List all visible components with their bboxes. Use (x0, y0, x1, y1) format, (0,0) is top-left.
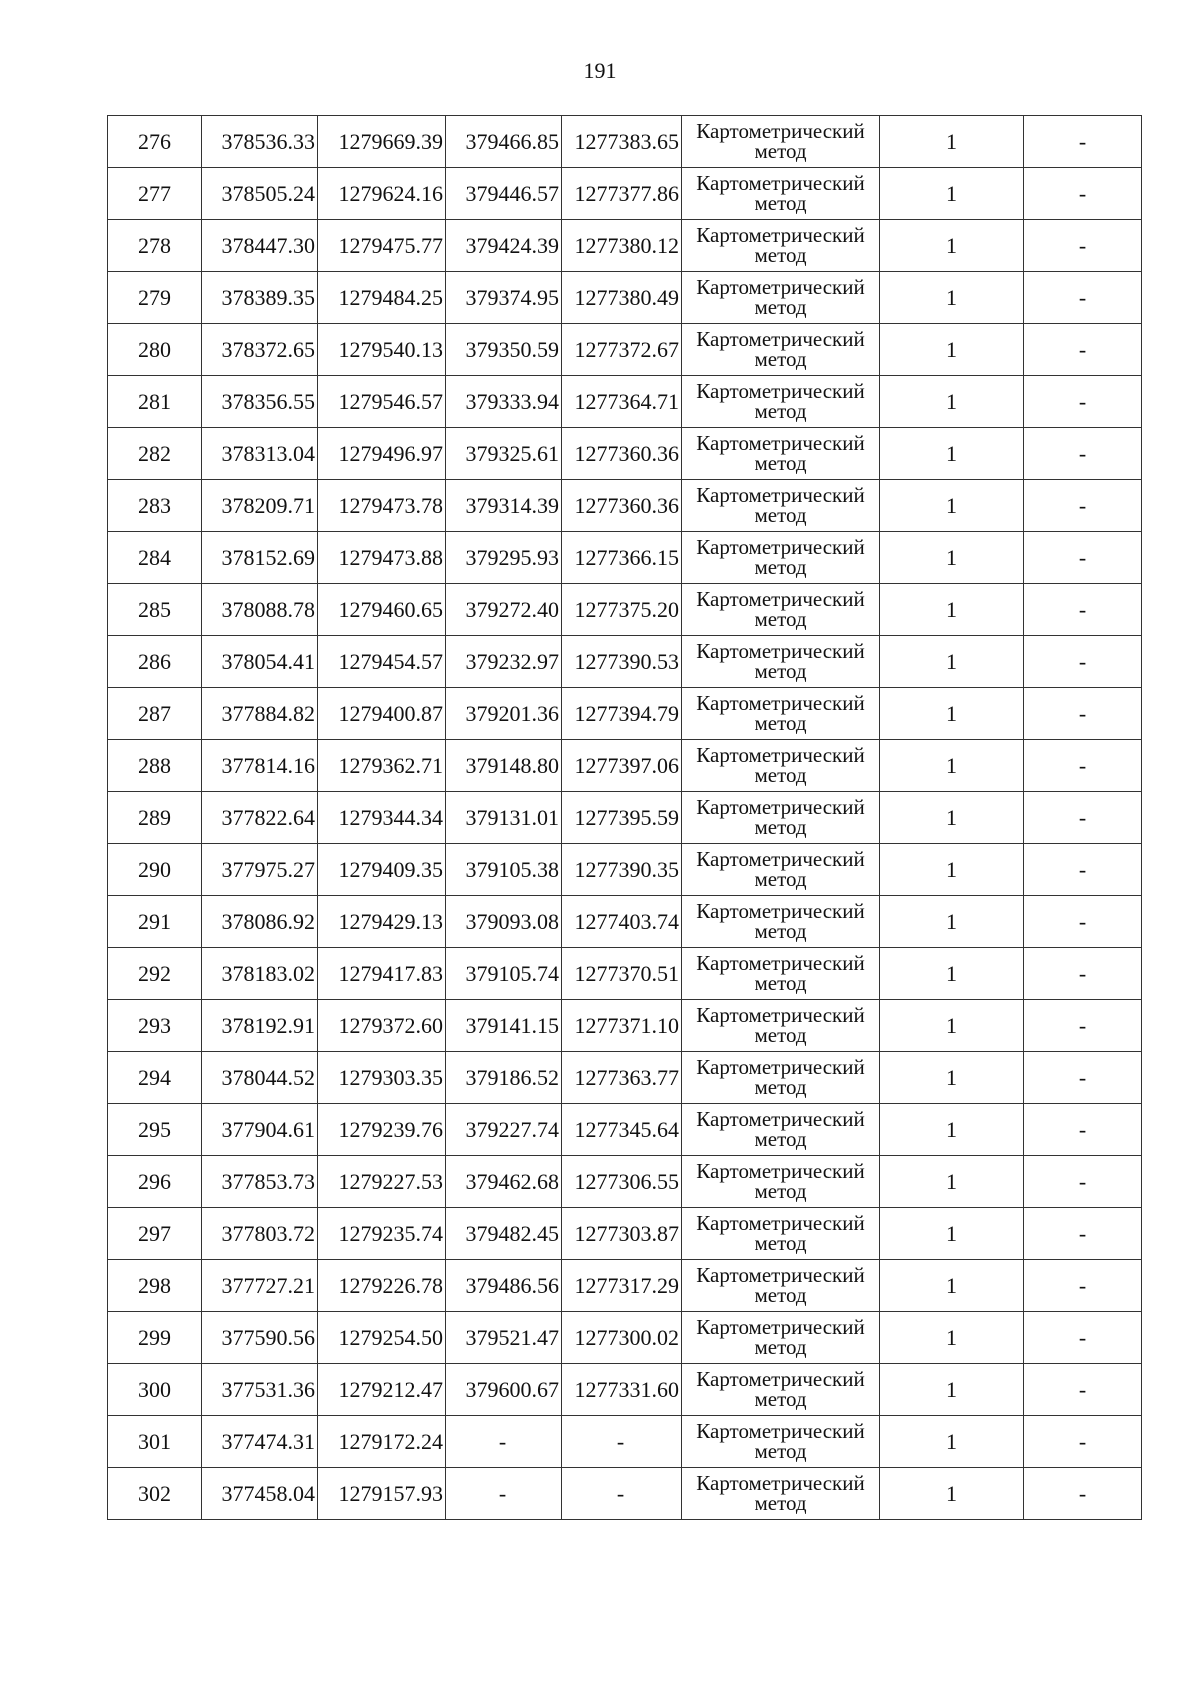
method-line-2: метод (754, 1230, 807, 1255)
x1-cell: 378356.55 (202, 376, 318, 428)
accuracy-cell: 1 (880, 168, 1024, 220)
x1-cell: 377853.73 (202, 1156, 318, 1208)
y1-cell: 1279496.97 (318, 428, 446, 480)
x2-cell: 379201.36 (446, 688, 562, 740)
method-line-1: Картометрический (696, 118, 865, 143)
accuracy-cell: 1 (880, 480, 1024, 532)
y2-cell: 1277303.87 (562, 1208, 682, 1260)
table-row (108, 584, 1142, 636)
method-cell (682, 740, 880, 792)
point-number-cell: 286 (108, 636, 202, 688)
table-row (108, 792, 1142, 844)
table-row (108, 1312, 1142, 1364)
method-cell (682, 792, 880, 844)
method-line-1: Картометрический (696, 898, 865, 923)
x2-cell: 379374.95 (446, 272, 562, 324)
point-number-cell: 292 (108, 948, 202, 1000)
point-number-cell: 281 (108, 376, 202, 428)
point-number-cell: 293 (108, 1000, 202, 1052)
method-line-2: метод (754, 970, 807, 995)
x1-cell: 378389.35 (202, 272, 318, 324)
x1-cell: 377884.82 (202, 688, 318, 740)
accuracy-cell: 1 (880, 1364, 1024, 1416)
extra-cell: - (1024, 636, 1142, 688)
y2-cell: 1277377.86 (562, 168, 682, 220)
y2-cell: 1277364.71 (562, 376, 682, 428)
method-line-2: метод (754, 242, 807, 267)
y2-cell: 1277394.79 (562, 688, 682, 740)
method-cell (682, 1000, 880, 1052)
x2-cell: 379466.85 (446, 116, 562, 168)
extra-cell: - (1024, 220, 1142, 272)
method-cell (682, 584, 880, 636)
y2-cell: 1277360.36 (562, 480, 682, 532)
extra-cell: - (1024, 896, 1142, 948)
y1-cell: 1279669.39 (318, 116, 446, 168)
extra-cell: - (1024, 272, 1142, 324)
method-line-1: Картометрический (696, 1470, 865, 1495)
table-row (108, 220, 1142, 272)
y1-cell: 1279473.88 (318, 532, 446, 584)
y2-cell: 1277390.53 (562, 636, 682, 688)
extra-cell: - (1024, 1260, 1142, 1312)
y2-cell: 1277371.10 (562, 1000, 682, 1052)
accuracy-cell: 1 (880, 1468, 1024, 1520)
point-number-cell: 280 (108, 324, 202, 376)
y1-cell: 1279417.83 (318, 948, 446, 1000)
method-cell (682, 1156, 880, 1208)
extra-cell: - (1024, 116, 1142, 168)
accuracy-cell: 1 (880, 376, 1024, 428)
extra-cell: - (1024, 168, 1142, 220)
extra-cell: - (1024, 740, 1142, 792)
table-row (108, 1208, 1142, 1260)
method-cell (682, 1208, 880, 1260)
extra-cell: - (1024, 948, 1142, 1000)
accuracy-cell: 1 (880, 740, 1024, 792)
y1-cell: 1279484.25 (318, 272, 446, 324)
point-number-cell: 282 (108, 428, 202, 480)
extra-cell: - (1024, 1364, 1142, 1416)
x2-cell: 379093.08 (446, 896, 562, 948)
method-line-2: метод (754, 814, 807, 839)
method-line-2: метод (754, 190, 807, 215)
extra-cell: - (1024, 1312, 1142, 1364)
extra-cell: - (1024, 480, 1142, 532)
x2-cell: 379227.74 (446, 1104, 562, 1156)
method-line-1: Картометрический (696, 1418, 865, 1443)
y2-cell: 1277403.74 (562, 896, 682, 948)
y1-cell: 1279254.50 (318, 1312, 446, 1364)
y1-cell: 1279540.13 (318, 324, 446, 376)
method-line-2: метод (754, 1074, 807, 1099)
x1-cell: 377727.21 (202, 1260, 318, 1312)
table-row (108, 532, 1142, 584)
method-line-1: Картометрический (696, 378, 865, 403)
accuracy-cell: 1 (880, 584, 1024, 636)
y1-cell: 1279362.71 (318, 740, 446, 792)
x1-cell: 378192.91 (202, 1000, 318, 1052)
y2-cell: 1277397.06 (562, 740, 682, 792)
x2-cell: 379446.57 (446, 168, 562, 220)
table-row (108, 1260, 1142, 1312)
x1-cell: 378088.78 (202, 584, 318, 636)
table-row (108, 1416, 1142, 1468)
x1-cell: 377822.64 (202, 792, 318, 844)
method-line-1: Картометрический (696, 586, 865, 611)
y1-cell: 1279546.57 (318, 376, 446, 428)
method-line-1: Картометрический (696, 1314, 865, 1339)
coordinates-table (107, 115, 1142, 1520)
y2-cell: - (562, 1468, 682, 1520)
method-cell (682, 1104, 880, 1156)
accuracy-cell: 1 (880, 1000, 1024, 1052)
method-line-1: Картометрический (696, 1054, 865, 1079)
point-number-cell: 295 (108, 1104, 202, 1156)
point-number-cell: 298 (108, 1260, 202, 1312)
x2-cell: 379486.56 (446, 1260, 562, 1312)
x2-cell: 379462.68 (446, 1156, 562, 1208)
x2-cell: 379600.67 (446, 1364, 562, 1416)
x1-cell: 377531.36 (202, 1364, 318, 1416)
table-row (108, 168, 1142, 220)
y2-cell: 1277395.59 (562, 792, 682, 844)
accuracy-cell: 1 (880, 220, 1024, 272)
page-number: 191 (583, 58, 617, 83)
x1-cell: 378183.02 (202, 948, 318, 1000)
method-line-1: Картометрический (696, 482, 865, 507)
accuracy-cell: 1 (880, 1104, 1024, 1156)
method-line-2: метод (754, 450, 807, 475)
x1-cell: 377803.72 (202, 1208, 318, 1260)
table-row (108, 272, 1142, 324)
accuracy-cell: 1 (880, 116, 1024, 168)
method-line-2: метод (754, 1126, 807, 1151)
y2-cell: 1277363.77 (562, 1052, 682, 1104)
x2-cell: 379295.93 (446, 532, 562, 584)
y1-cell: 1279429.13 (318, 896, 446, 948)
method-line-1: Картометрический (696, 950, 865, 975)
table-row (108, 116, 1142, 168)
x1-cell: 377474.31 (202, 1416, 318, 1468)
method-cell (682, 168, 880, 220)
method-cell (682, 376, 880, 428)
method-cell (682, 688, 880, 740)
y1-cell: 1279227.53 (318, 1156, 446, 1208)
method-cell (682, 636, 880, 688)
extra-cell: - (1024, 1468, 1142, 1520)
method-line-2: метод (754, 710, 807, 735)
method-cell (682, 428, 880, 480)
table-row (108, 1364, 1142, 1416)
method-line-2: метод (754, 606, 807, 631)
method-cell (682, 480, 880, 532)
point-number-cell: 278 (108, 220, 202, 272)
x1-cell: 378536.33 (202, 116, 318, 168)
y2-cell: 1277306.55 (562, 1156, 682, 1208)
y1-cell: 1279460.65 (318, 584, 446, 636)
point-number-cell: 284 (108, 532, 202, 584)
table-row (108, 480, 1142, 532)
extra-cell: - (1024, 1416, 1142, 1468)
x2-cell: 379482.45 (446, 1208, 562, 1260)
x2-cell: 379232.97 (446, 636, 562, 688)
method-cell (682, 844, 880, 896)
point-number-cell: 288 (108, 740, 202, 792)
point-number-cell: 287 (108, 688, 202, 740)
method-line-2: метод (754, 502, 807, 527)
y1-cell: 1279226.78 (318, 1260, 446, 1312)
point-number-cell: 277 (108, 168, 202, 220)
method-line-2: метод (754, 1282, 807, 1307)
extra-cell: - (1024, 1052, 1142, 1104)
accuracy-cell: 1 (880, 428, 1024, 480)
method-line-2: метод (754, 346, 807, 371)
method-line-2: метод (754, 918, 807, 943)
y1-cell: 1279454.57 (318, 636, 446, 688)
method-line-1: Картометрический (696, 1366, 865, 1391)
method-cell (682, 1260, 880, 1312)
table-row (108, 948, 1142, 1000)
method-line-1: Картометрический (696, 170, 865, 195)
x1-cell: 378313.04 (202, 428, 318, 480)
method-line-2: метод (754, 1490, 807, 1515)
x2-cell: 379105.38 (446, 844, 562, 896)
method-cell (682, 220, 880, 272)
method-cell (682, 948, 880, 1000)
x1-cell: 377590.56 (202, 1312, 318, 1364)
y2-cell: 1277300.02 (562, 1312, 682, 1364)
method-line-1: Картометрический (696, 742, 865, 767)
table-row (108, 428, 1142, 480)
table-row (108, 688, 1142, 740)
x1-cell: 377814.16 (202, 740, 318, 792)
point-number-cell: 291 (108, 896, 202, 948)
y1-cell: 1279409.35 (318, 844, 446, 896)
point-number-cell: 290 (108, 844, 202, 896)
table-row (108, 1468, 1142, 1520)
extra-cell: - (1024, 1156, 1142, 1208)
method-cell (682, 1364, 880, 1416)
point-number-cell: 294 (108, 1052, 202, 1104)
table-row (108, 1052, 1142, 1104)
accuracy-cell: 1 (880, 844, 1024, 896)
accuracy-cell: 1 (880, 688, 1024, 740)
accuracy-cell: 1 (880, 948, 1024, 1000)
y2-cell: 1277383.65 (562, 116, 682, 168)
x1-cell: 378152.69 (202, 532, 318, 584)
table-row (108, 636, 1142, 688)
x2-cell: 379272.40 (446, 584, 562, 636)
point-number-cell: 301 (108, 1416, 202, 1468)
table-row (108, 1156, 1142, 1208)
method-line-2: метод (754, 1022, 807, 1047)
x2-cell: - (446, 1416, 562, 1468)
method-cell (682, 532, 880, 584)
table-row (108, 1104, 1142, 1156)
extra-cell: - (1024, 1208, 1142, 1260)
extra-cell: - (1024, 324, 1142, 376)
y1-cell: 1279157.93 (318, 1468, 446, 1520)
method-line-2: метод (754, 658, 807, 683)
accuracy-cell: 1 (880, 636, 1024, 688)
x2-cell: 379424.39 (446, 220, 562, 272)
point-number-cell: 285 (108, 584, 202, 636)
accuracy-cell: 1 (880, 1416, 1024, 1468)
method-cell (682, 116, 880, 168)
method-line-1: Картометрический (696, 1002, 865, 1027)
table-row (108, 844, 1142, 896)
method-line-2: метод (754, 554, 807, 579)
extra-cell: - (1024, 688, 1142, 740)
y1-cell: 1279239.76 (318, 1104, 446, 1156)
x2-cell: 379141.15 (446, 1000, 562, 1052)
point-number-cell: 289 (108, 792, 202, 844)
method-cell (682, 1312, 880, 1364)
table-row (108, 1000, 1142, 1052)
y1-cell: 1279212.47 (318, 1364, 446, 1416)
table-row (108, 740, 1142, 792)
method-line-1: Картометрический (696, 1262, 865, 1287)
method-line-1: Картометрический (696, 794, 865, 819)
y2-cell: 1277370.51 (562, 948, 682, 1000)
method-line-1: Картометрический (696, 1106, 865, 1131)
point-number-cell: 283 (108, 480, 202, 532)
y2-cell: 1277390.35 (562, 844, 682, 896)
y1-cell: 1279344.34 (318, 792, 446, 844)
x2-cell: 379521.47 (446, 1312, 562, 1364)
extra-cell: - (1024, 584, 1142, 636)
x1-cell: 378044.52 (202, 1052, 318, 1104)
y2-cell: 1277380.12 (562, 220, 682, 272)
method-line-1: Картометрический (696, 274, 865, 299)
accuracy-cell: 1 (880, 324, 1024, 376)
accuracy-cell: 1 (880, 1260, 1024, 1312)
y2-cell: - (562, 1416, 682, 1468)
x2-cell: 379131.01 (446, 792, 562, 844)
x2-cell: 379350.59 (446, 324, 562, 376)
y1-cell: 1279172.24 (318, 1416, 446, 1468)
method-line-1: Картометрический (696, 1158, 865, 1183)
table-row (108, 896, 1142, 948)
accuracy-cell: 1 (880, 1208, 1024, 1260)
extra-cell: - (1024, 428, 1142, 480)
method-line-2: метод (754, 398, 807, 423)
method-line-2: метод (754, 1438, 807, 1463)
y2-cell: 1277375.20 (562, 584, 682, 636)
y2-cell: 1277331.60 (562, 1364, 682, 1416)
x1-cell: 378505.24 (202, 168, 318, 220)
y2-cell: 1277366.15 (562, 532, 682, 584)
x1-cell: 378209.71 (202, 480, 318, 532)
accuracy-cell: 1 (880, 896, 1024, 948)
method-line-1: Картометрический (696, 638, 865, 663)
method-line-2: метод (754, 866, 807, 891)
x1-cell: 378372.65 (202, 324, 318, 376)
y1-cell: 1279473.78 (318, 480, 446, 532)
y2-cell: 1277360.36 (562, 428, 682, 480)
table-row (108, 376, 1142, 428)
method-line-2: метод (754, 294, 807, 319)
accuracy-cell: 1 (880, 272, 1024, 324)
x2-cell: 379314.39 (446, 480, 562, 532)
method-line-1: Картометрический (696, 846, 865, 871)
accuracy-cell: 1 (880, 532, 1024, 584)
extra-cell: - (1024, 532, 1142, 584)
x1-cell: 377458.04 (202, 1468, 318, 1520)
method-cell (682, 1468, 880, 1520)
accuracy-cell: 1 (880, 1156, 1024, 1208)
x1-cell: 378447.30 (202, 220, 318, 272)
extra-cell: - (1024, 792, 1142, 844)
method-line-2: метод (754, 1386, 807, 1411)
x1-cell: 377904.61 (202, 1104, 318, 1156)
point-number-cell: 276 (108, 116, 202, 168)
method-line-1: Картометрический (696, 534, 865, 559)
x2-cell: - (446, 1468, 562, 1520)
y2-cell: 1277372.67 (562, 324, 682, 376)
extra-cell: - (1024, 1000, 1142, 1052)
method-cell (682, 272, 880, 324)
accuracy-cell: 1 (880, 1052, 1024, 1104)
y1-cell: 1279235.74 (318, 1208, 446, 1260)
point-number-cell: 296 (108, 1156, 202, 1208)
x1-cell: 378086.92 (202, 896, 318, 948)
method-line-2: метод (754, 762, 807, 787)
y2-cell: 1277317.29 (562, 1260, 682, 1312)
method-line-2: метод (754, 1334, 807, 1359)
method-cell (682, 896, 880, 948)
method-line-2: метод (754, 138, 807, 163)
x1-cell: 378054.41 (202, 636, 318, 688)
method-line-1: Картометрический (696, 1210, 865, 1235)
y1-cell: 1279372.60 (318, 1000, 446, 1052)
y2-cell: 1277380.49 (562, 272, 682, 324)
method-line-1: Картометрический (696, 326, 865, 351)
method-line-1: Картометрический (696, 222, 865, 247)
table-row (108, 324, 1142, 376)
point-number-cell: 279 (108, 272, 202, 324)
x1-cell: 377975.27 (202, 844, 318, 896)
extra-cell: - (1024, 376, 1142, 428)
point-number-cell: 297 (108, 1208, 202, 1260)
method-cell (682, 324, 880, 376)
method-line-2: метод (754, 1178, 807, 1203)
x2-cell: 379148.80 (446, 740, 562, 792)
extra-cell: - (1024, 844, 1142, 896)
x2-cell: 379325.61 (446, 428, 562, 480)
x2-cell: 379186.52 (446, 1052, 562, 1104)
y1-cell: 1279303.35 (318, 1052, 446, 1104)
x2-cell: 379105.74 (446, 948, 562, 1000)
method-line-1: Картометрический (696, 690, 865, 715)
x2-cell: 379333.94 (446, 376, 562, 428)
y1-cell: 1279624.16 (318, 168, 446, 220)
accuracy-cell: 1 (880, 792, 1024, 844)
y1-cell: 1279400.87 (318, 688, 446, 740)
method-cell (682, 1052, 880, 1104)
method-cell (682, 1416, 880, 1468)
point-number-cell: 300 (108, 1364, 202, 1416)
y2-cell: 1277345.64 (562, 1104, 682, 1156)
extra-cell: - (1024, 1104, 1142, 1156)
point-number-cell: 302 (108, 1468, 202, 1520)
method-line-1: Картометрический (696, 430, 865, 455)
accuracy-cell: 1 (880, 1312, 1024, 1364)
y1-cell: 1279475.77 (318, 220, 446, 272)
point-number-cell: 299 (108, 1312, 202, 1364)
